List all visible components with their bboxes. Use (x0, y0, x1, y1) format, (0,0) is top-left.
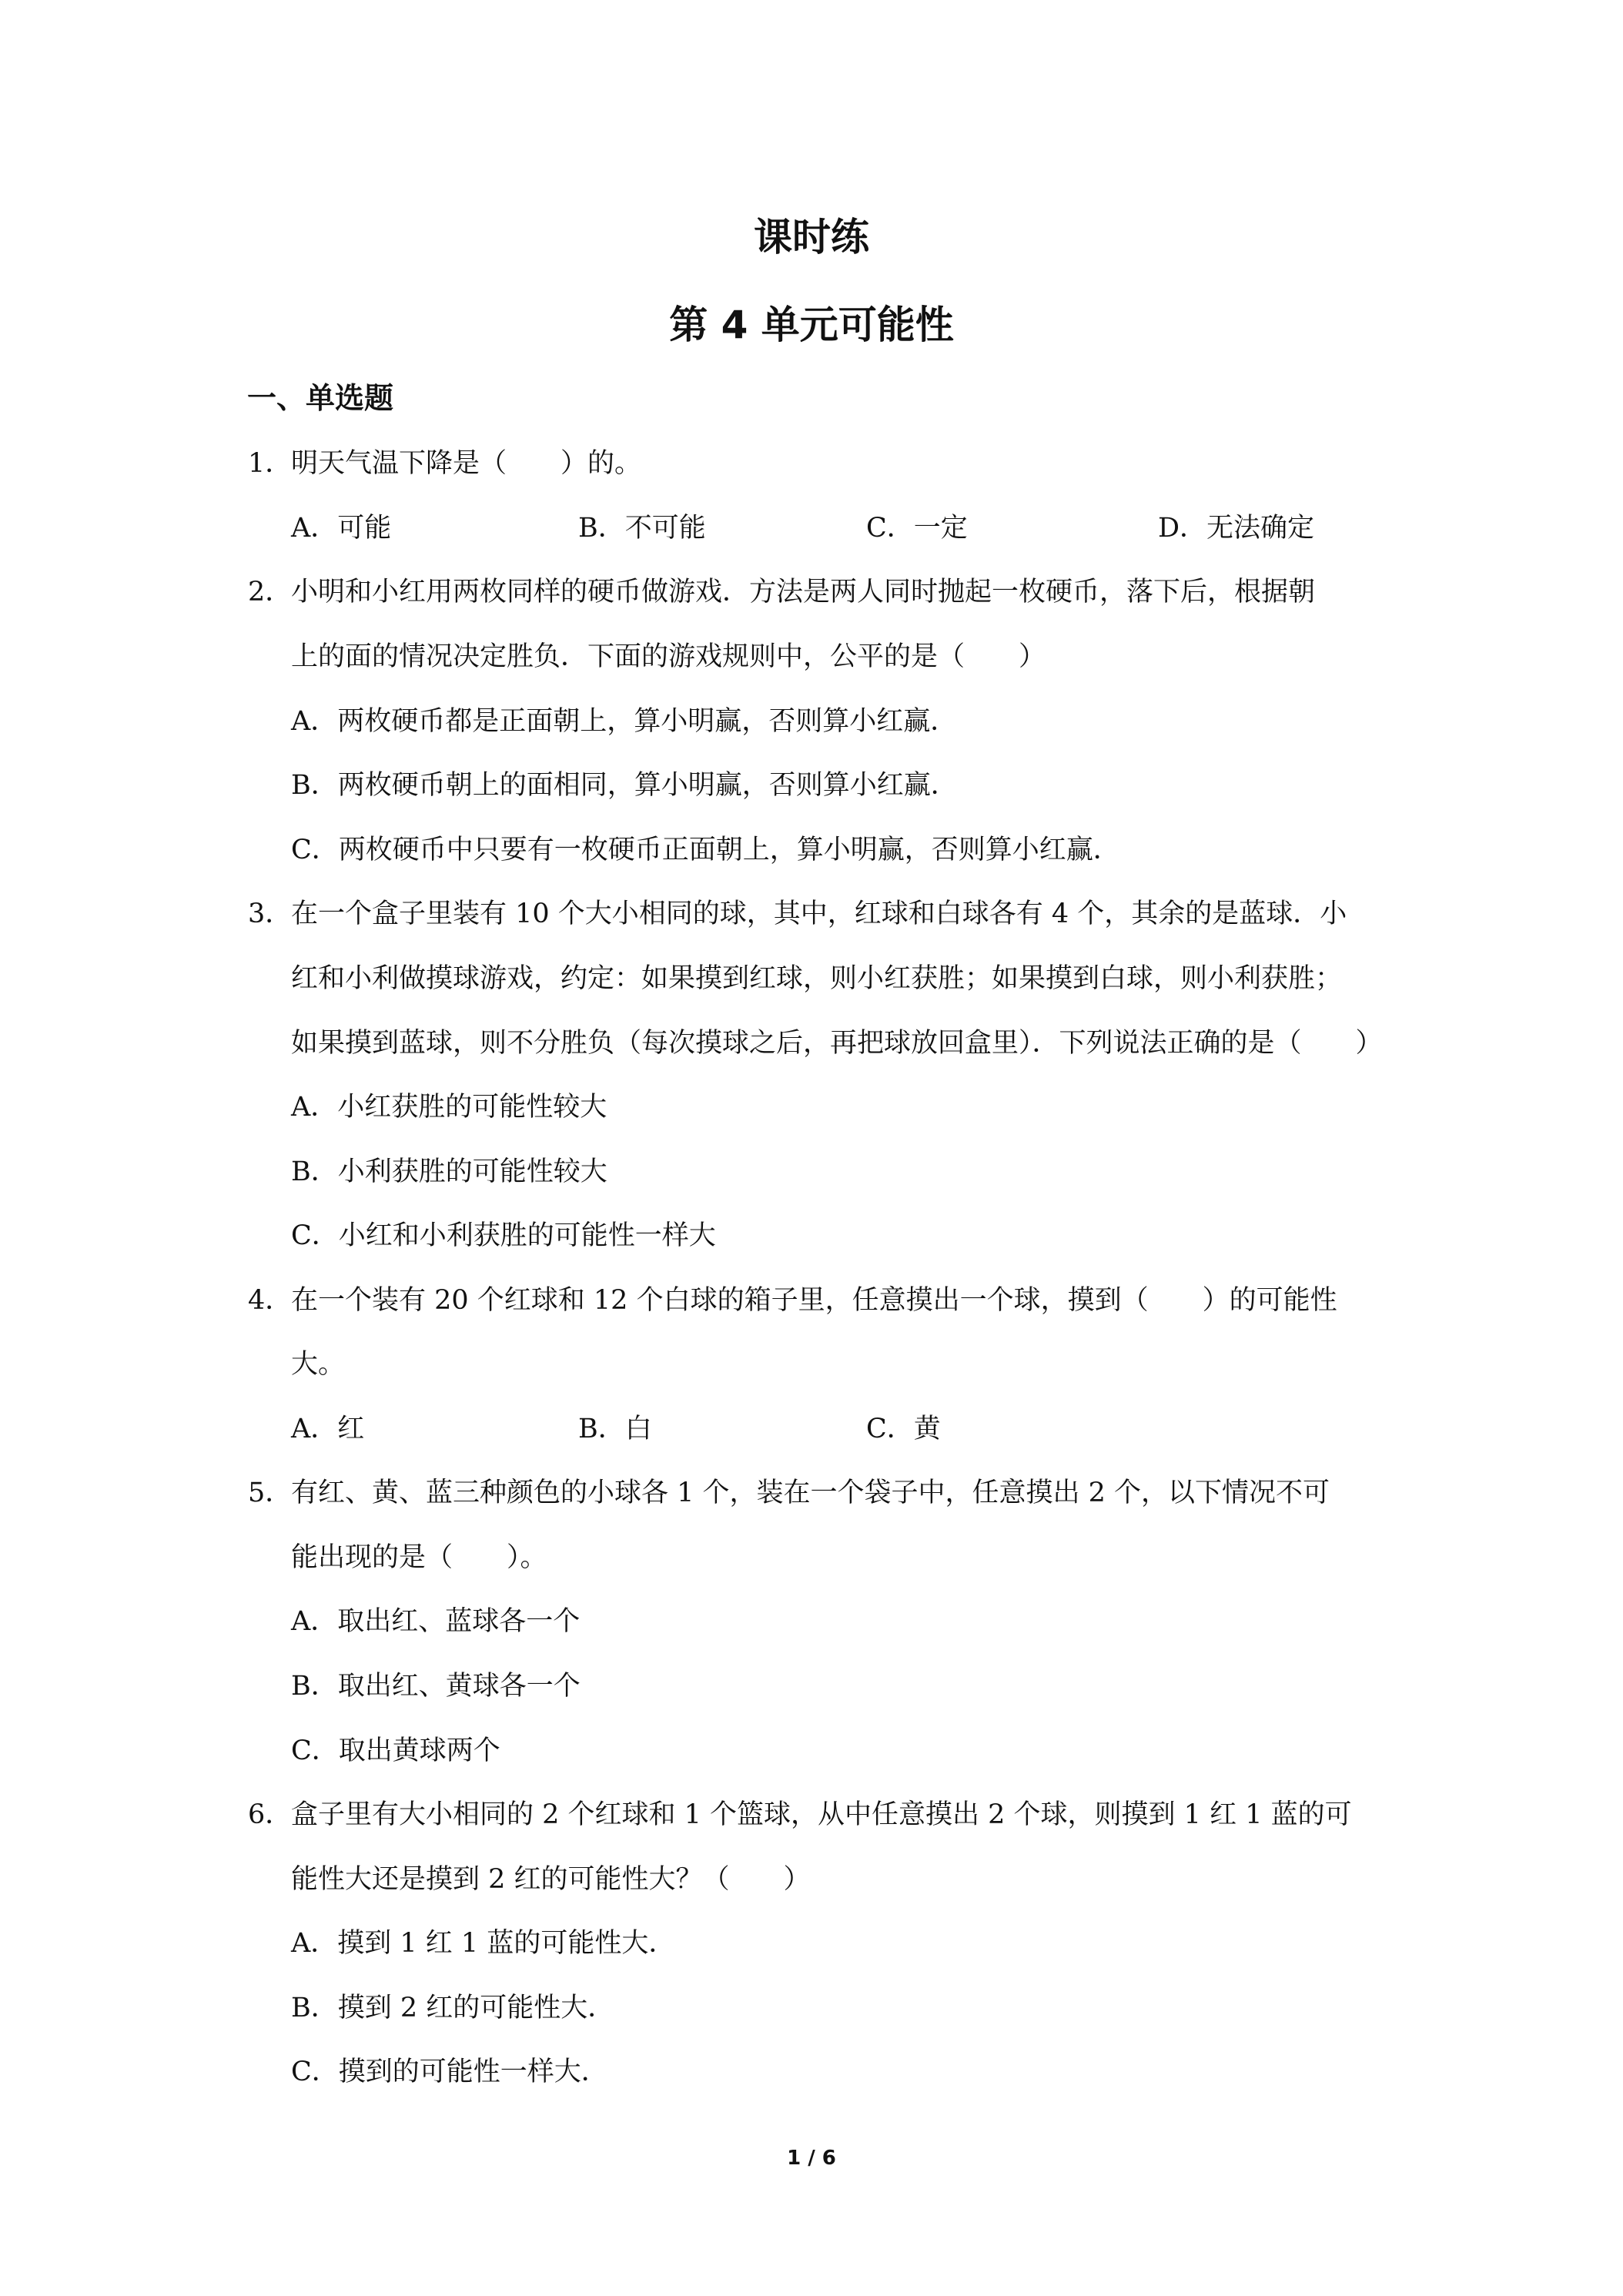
question-2-option-a: A．两枚硬币都是正面朝上，算小明赢，否则算小红赢． (291, 706, 958, 737)
question-4-option-b: B．白 (578, 1414, 652, 1444)
question-6-number: 6． (248, 1799, 293, 1830)
question-3-number: 3． (248, 899, 293, 929)
question-3-text-line-1: 在一个盒子里装有 10 个大小相同的球，其中，红球和白球各有 4 个，其余的是蓝球．小 (291, 899, 1347, 929)
question-4-number: 4． (248, 1285, 293, 1316)
question-6-option-b: B．摸到 2 红的可能性大． (291, 1993, 615, 2023)
question-4-text-line-2: 大。 (291, 1349, 346, 1380)
question-1-option-b: B．不可能 (578, 513, 706, 544)
question-5-number: 5． (248, 1478, 293, 1508)
question-3-option-c: C．小红和小利获胜的可能性一样大 (291, 1220, 716, 1251)
question-2-text-line-1: 小明和小红用两枚同样的硬币做游戏．方法是两人同时抛起一枚硬币，落下后，根据朝 (291, 577, 1316, 607)
question-5-text-line-1: 有红、黄、蓝三种颜色的小球各 1 个，装在一个袋子中，任意摸出 2 个，以下情况不可 (291, 1478, 1330, 1508)
question-5-option-b: B．取出红、黄球各一个 (291, 1671, 581, 1702)
question-3-text-line-3: 如果摸到蓝球，则不分胜负（每次摸球之后，再把球放回盒里）．下列说法正确的是（ ） (291, 1028, 1383, 1059)
question-5-text-line-2: 能出现的是（ ）。 (291, 1542, 547, 1573)
page-number: 1 / 6 (787, 2147, 836, 2170)
section-heading: 一、单选题 (247, 381, 394, 415)
question-2-option-b: B．两枚硬币朝上的面相同，算小明赢，否则算小红赢． (291, 770, 958, 801)
question-6-text-line-1: 盒子里有大小相同的 2 个红球和 1 个篮球，从中任意摸出 2 个球，则摸到 1 红 1 蓝的可 (291, 1799, 1352, 1830)
question-6-text-line-2: 能性大还是摸到 2 红的可能性大？（ ） (291, 1864, 811, 1895)
question-2-option-c: C．两枚硬币中只要有一枚硬币正面朝上，算小明赢，否则算小红赢． (291, 835, 1120, 865)
question-5-option-c: C．取出黄球两个 (291, 1735, 500, 1766)
question-5-option-a: A．取出红、蓝球各一个 (291, 1606, 581, 1637)
document-title: 课时练 (754, 215, 869, 259)
question-1-number: 1． (248, 448, 293, 479)
question-4-option-c: C．黄 (866, 1414, 941, 1444)
question-6-option-c: C．摸到的可能性一样大． (291, 2057, 608, 2087)
document-subtitle: 第 4 单元可能性 (669, 303, 954, 347)
question-1-option-d: D．无法确定 (1158, 513, 1315, 544)
question-4-text-line-1: 在一个装有 20 个红球和 12 个白球的箱子里，任意摸出一个球，摸到（ ）的可能性 (291, 1285, 1337, 1316)
question-3-option-a: A．小红获胜的可能性较大 (291, 1092, 607, 1123)
question-1-text: 明天气温下降是（ ）的。 (291, 448, 642, 479)
question-2-text-line-2: 上的面的情况决定胜负．下面的游戏规则中，公平的是（ ） (291, 641, 1046, 672)
question-3-text-line-2: 红和小利做摸球游戏，约定：如果摸到红球，则小红获胜；如果摸到白球，则小利获胜； (291, 963, 1343, 994)
question-6-option-a: A．摸到 1 红 1 蓝的可能性大． (291, 1928, 676, 1959)
question-2-number: 2． (248, 577, 293, 607)
question-1-option-c: C．一定 (866, 513, 968, 544)
question-3-option-b: B．小利获胜的可能性较大 (291, 1156, 607, 1187)
question-1-option-a: A．可能 (291, 513, 392, 544)
question-4-option-a: A．红 (291, 1414, 365, 1444)
